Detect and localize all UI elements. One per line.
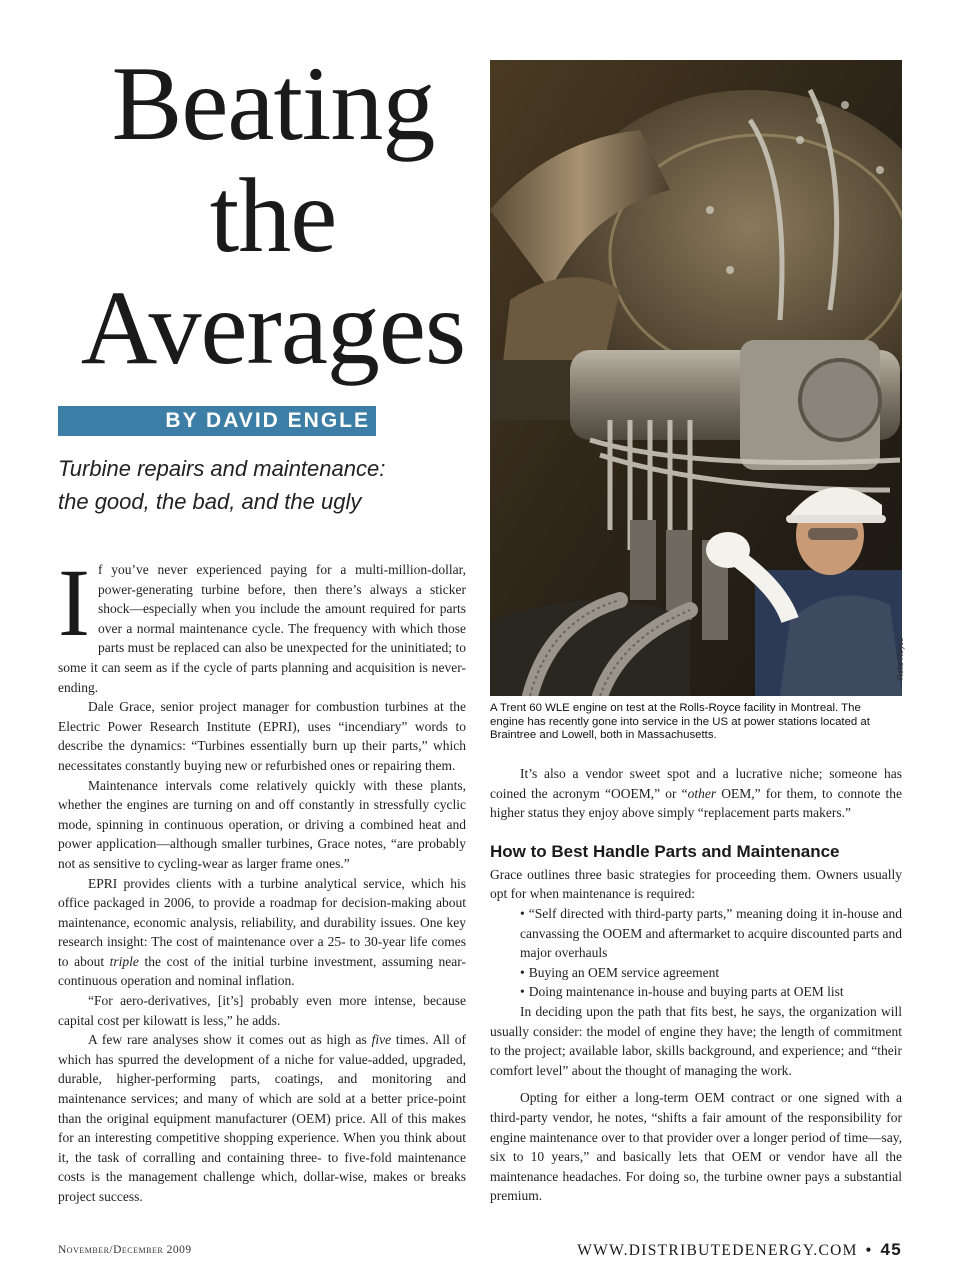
paragraph: Dale Grace, senior project manager for combustion turbines at the Electric Power Research Institute (EPRI), uses “incendiary” words to describe the dynamics: “Turbines essentially burn up their parts,” which necessitates constantly buying new or refurbished ones or repairing them. [58, 699, 466, 773]
paragraph: It’s also a vendor sweet spot and a lucrative niche; someone has coined the acronym “OOEM,” or “other OEM,” for them, to connote the higher status they enjoy above simply “replacement parts makers.” [490, 766, 902, 821]
paragraph: If you’ve never experienced paying for a multi-million-dollar, power-generating turbine before, then there’s always a sticker shock—especially when you include the amount required for parts over a normal maintenance cycle. The frequency with which those parts must be replaced can also be unexpected for the uninitiated; to some it can seem as if the cycle of parts planning and acquisition is never-ending. [58, 549, 466, 695]
paragraph: In deciding upon the path that fits best, he says, the organization will usually consider: the model of engine they have; the length of commitment to the project; available labor, skills background, and experience; and “their comfort level” about the thought of managing the work. [490, 1003, 902, 1078]
issue-date: November/December 2009 [58, 1244, 192, 1256]
article-title [58, 45, 488, 386]
folio-separator: • [865, 1242, 873, 1259]
list-item: • “Self directed with third-party parts,” meaning doing it in-house and canvassing the OOEM and aftermarket to acquire discounted parts and major overhauls [520, 905, 902, 961]
title-line-3: Averages [80, 269, 466, 386]
title-line-2: the [209, 157, 337, 274]
body-column-left [58, 549, 467, 1207]
photo-credit: Rolls Royce [896, 637, 905, 680]
list-item: • Buying an OEM service agreement [520, 964, 720, 980]
page-number: 45 [880, 1240, 902, 1259]
section-heading: How to Best Handle Parts and Maintenance [490, 841, 840, 861]
article-deck [58, 452, 478, 518]
deck-line-1: Turbine repairs and maintenance: [58, 456, 386, 481]
paragraph: “For aero-derivatives, [it’s] probably even more intense, because capital cost per kilowatt is less,” he adds. [58, 993, 466, 1028]
body-column-right [490, 764, 902, 1206]
photo-caption: A Trent 60 WLE engine on test at the Rolls-Royce facility in Montreal. The engine has recently gone into service in the US at power stations located at Braintree and Lowell, both in Massachusetts. [490, 702, 870, 742]
paragraph: A few rare analyses show it comes out as high as five times. All of which has spurred the development of a niche for value-added, upgraded, durable, higher-performing parts, coatings, and monitoring and maintenance services; and many of which are sold at a better price-point than the original equipment manufacturer (OEM) price. All of this makes for an interesting competitive shopping experience. When you think about it, the task of corralling and containing three- to five-fold maintenance costs is the management challenge which, dollar-wise, makes or breaks project success. [58, 1032, 467, 1204]
drop-cap: I [58, 549, 90, 656]
website-url: WWW.DISTRIBUTEDENERGY.COM [577, 1242, 858, 1259]
deck-line-2: the good, the bad, and the ugly [58, 489, 362, 514]
title-line-1: Beating [111, 45, 435, 162]
byline-bar: BY DAVID ENGLE [58, 406, 376, 436]
paragraph: Maintenance intervals come relatively quickly with these plants, whether the engines are turning on and off constantly in stressfully cyclic mode, spinning in continuous operation, or driving a combined heat and power application—although smaller turbines, Grace notes, “are probably not as sensitive to cycling-wear as larger frame ones.” [58, 777, 466, 871]
paragraph: Opting for either a long-term OEM contract or one signed with a third-party vendor, he notes, “shifts a fair amount of the responsibility for engine maintenance over to that provider over a longer period of time—say, six to 10 years,” and basically lets that OEM or vendor have all the maintenance headaches. For doing so, the turbine owner pays a substantial premium. [490, 1090, 902, 1204]
engine-photo [490, 60, 902, 696]
paragraph: Grace outlines three basic strategies for proceeding them. Owners usually opt for when maintenance is required: [490, 866, 902, 902]
list-item: • Doing maintenance in-house and buying parts at OEM list [520, 984, 844, 1000]
strategy-list [490, 904, 902, 1002]
paragraph: EPRI provides clients with a turbine analytical service, which his office packaged in 2006, to provide a roadmap for decision-making about maintenance, economic analysis, reliability, and durability issues. One key research insight: The cost of maintenance over a 25- to 30-year life comes to about triple the cost of the initial turbine investment, assuming near-continuous operation and nominal inflation. [58, 875, 466, 989]
footer-folio [577, 1240, 902, 1260]
